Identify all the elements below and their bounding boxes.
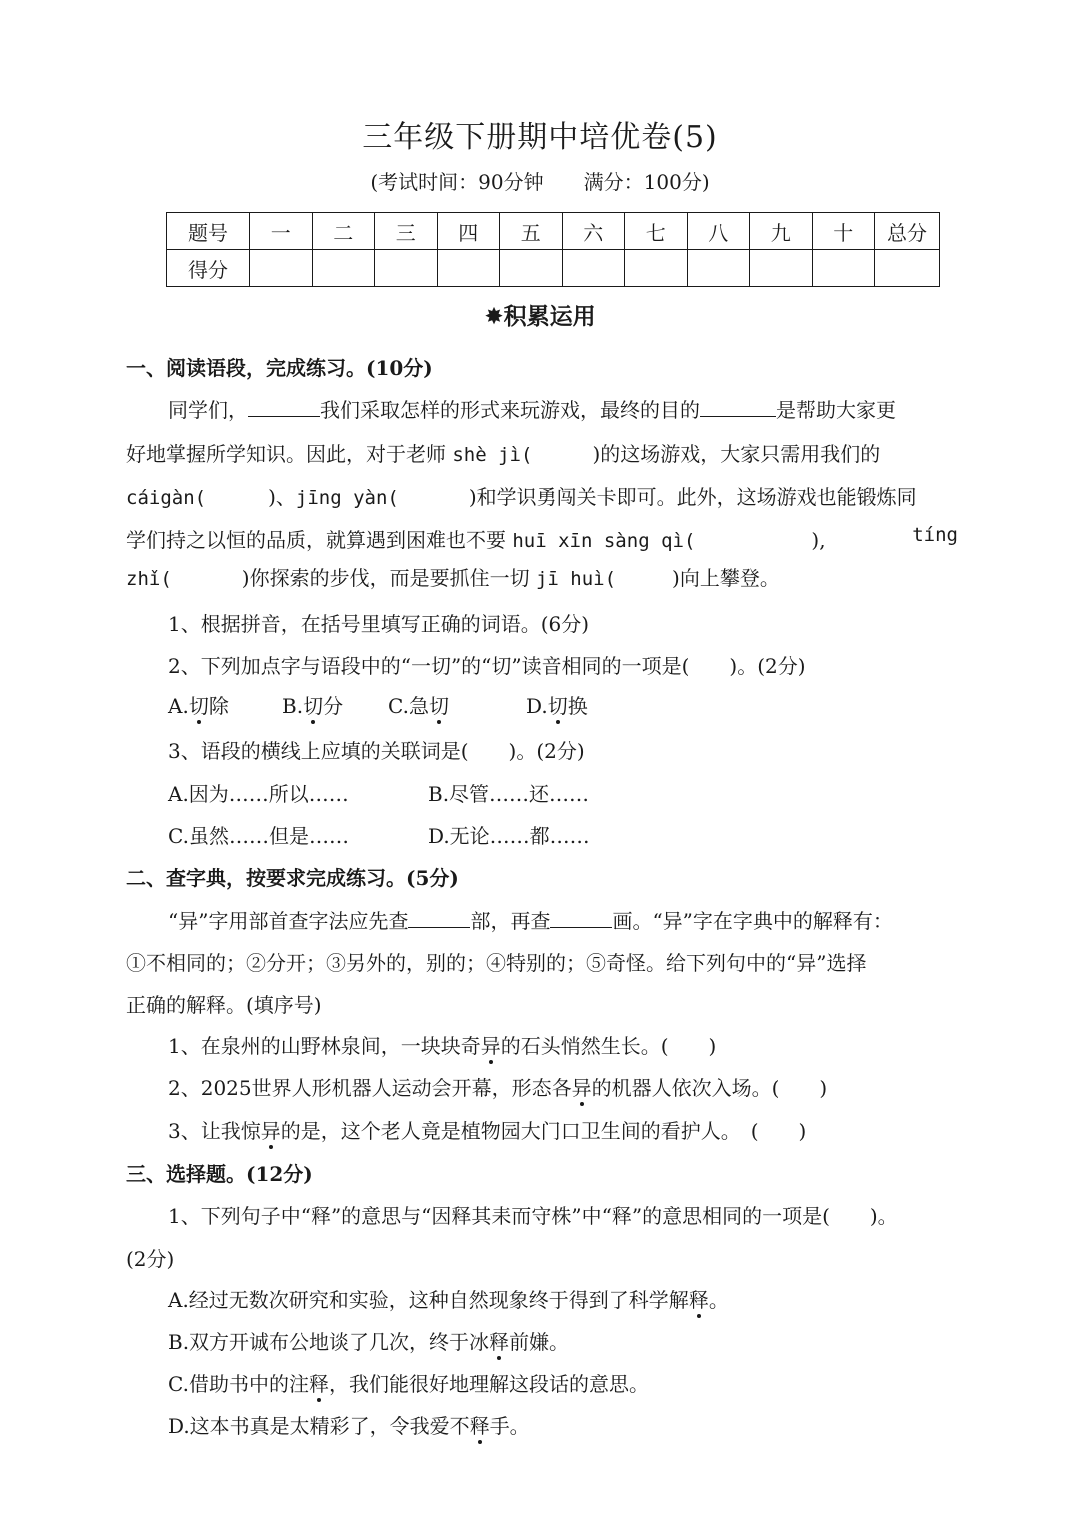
score-cell[interactable]: [250, 250, 313, 287]
q1-passage-line-4: [126, 524, 958, 553]
exam-title: 三年级下册期中培优卷(5): [362, 120, 718, 155]
q1-text: )、: [268, 485, 296, 509]
q1-sub-3-options-row-1: [168, 778, 958, 807]
q1-pinyin: huī xīn sàng qì(: [512, 530, 696, 552]
score-cell-total[interactable]: [875, 250, 940, 287]
score-cell[interactable]: [687, 250, 750, 287]
score-col: 八: [687, 213, 750, 250]
q1-text: 学们持之以恒的品质，就算遇到困难也不要: [126, 528, 506, 552]
q1-pinyin: jīng yàn(: [295, 487, 399, 509]
dotted-char: 切: [188, 694, 209, 718]
exam-subtitle: [0, 166, 1080, 195]
exam-time: (考试时间：90分钟: [370, 170, 544, 194]
q1-text: 好地掌握所学知识。因此，对于老师: [126, 442, 446, 466]
dotted-char: 异: [480, 1034, 501, 1058]
q2-text: “异”字用部首查字法应先查: [168, 909, 409, 933]
q1-passage-line-1: [168, 394, 958, 423]
q3-option-a[interactable]: A.经过无数次研究和实验，这种自然现象终于得到了科学解释。: [168, 1288, 729, 1312]
score-col-total: 总分: [875, 213, 940, 250]
q1-text: 我们采取怎样的形式来玩游戏，最终的目的: [320, 398, 700, 422]
score-cell[interactable]: [500, 250, 563, 287]
score-col: 六: [562, 213, 625, 250]
q1-text: )的这场游戏，大家只需用我们的: [592, 442, 881, 466]
score-row2-label: 得分: [167, 250, 250, 287]
score-cell[interactable]: [750, 250, 813, 287]
q1-text: )向上攀登。: [672, 566, 780, 590]
q3-heading: 三、选择题。(12分): [126, 1162, 313, 1186]
score-table: [166, 212, 940, 287]
score-table-header-row: [167, 213, 940, 250]
score-col: 三: [375, 213, 438, 250]
q1-pinyin: cáigàn(: [126, 487, 207, 509]
q1-text: )你探索的步伐，而是要抓住一切: [241, 566, 530, 590]
option-a[interactable]: A.切除: [168, 694, 229, 718]
q3-sub-1-score: (2分): [126, 1247, 175, 1271]
option-d[interactable]: D.切换: [526, 694, 588, 718]
q1-passage-line-2: [126, 438, 958, 467]
score-table-score-row: [167, 250, 940, 287]
score-cell[interactable]: [375, 250, 438, 287]
score-row1-label: 题号: [167, 213, 250, 250]
score-col: 七: [625, 213, 688, 250]
score-cell[interactable]: [562, 250, 625, 287]
q1-sub-2: 2、下列加点字与语段中的“一切”的“切”读音相同的一项是( )。(2分): [168, 654, 806, 678]
q3-option-c[interactable]: C.借助书中的注释，我们能很好地理解这段话的意思。: [168, 1372, 649, 1396]
q2-sub-1: 1、在泉州的山野林泉间，一块块奇异的石头悄然生长。( ): [168, 1034, 717, 1058]
q1-sub-2-options: [168, 690, 958, 719]
dotted-char: 释: [469, 1414, 490, 1438]
q1-text: )和学识勇闯关卡即可。此外，这场游戏也能锻炼同: [468, 485, 917, 509]
option-c[interactable]: C.急切: [388, 694, 449, 718]
dotted-char: 切: [547, 694, 568, 718]
q1-sub-3-options-row-2: [168, 820, 958, 849]
q2-passage-line-1: [168, 905, 958, 934]
q2-heading: 二、查字典，按要求完成练习。(5分): [126, 866, 459, 890]
q1-text: ),: [811, 528, 826, 552]
dotted-char: 释: [489, 1330, 510, 1354]
q1-passage-line-3: [126, 481, 958, 510]
dotted-char: 切: [428, 694, 449, 718]
q3-sub-1: 1、下列句子中“释”的意思与“因释其耒而守株”中“释”的意思相同的一项是( )。: [168, 1204, 898, 1228]
q2-sub-2: 2、2025世界人形机器人运动会开幕，形态各异的机器人依次入场。( ): [168, 1076, 828, 1100]
q1-heading: 一、阅读语段，完成练习。(10分): [126, 356, 433, 380]
option-b[interactable]: B.切分: [282, 694, 344, 718]
q2-passage-line-2: ①不相同的；②分开；③另外的，别的；④特别的；⑤奇怪。给下列句中的“异”选择: [126, 951, 867, 975]
score-cell[interactable]: [312, 250, 375, 287]
q3-option-b[interactable]: B.双方开诚布公地谈了几次，终于冰释前嫌。: [168, 1330, 570, 1354]
q2-text: 画。“异”字在字典中的解释有：: [612, 909, 893, 933]
option-b[interactable]: B.尽管……还……: [428, 782, 590, 806]
dotted-char: 切: [303, 694, 324, 718]
dotted-char: 释: [308, 1372, 329, 1396]
score-cell[interactable]: [437, 250, 500, 287]
dotted-char: 异: [571, 1076, 592, 1100]
score-col: 九: [750, 213, 813, 250]
score-col: 一: [250, 213, 313, 250]
option-a[interactable]: A.因为……所以……: [168, 782, 349, 806]
dotted-char: 释: [688, 1288, 709, 1312]
score-cell[interactable]: [625, 250, 688, 287]
q2-blank-2[interactable]: [550, 909, 612, 928]
q1-passage-line-5: [126, 562, 958, 591]
q2-sub-3: 3、让我惊异的是，这个老人竟是植物园大门口卫生间的看护人。 ( ): [168, 1119, 807, 1143]
option-d[interactable]: D.无论……都……: [428, 824, 590, 848]
q1-sub-1: 1、根据拼音，在括号里填写正确的词语。(6分): [168, 612, 590, 636]
q1-pinyin: zhǐ(: [126, 568, 172, 590]
score-cell[interactable]: [812, 250, 875, 287]
exam-full-score: 满分：100分): [583, 170, 710, 194]
score-col: 四: [437, 213, 500, 250]
q2-passage-line-3: 正确的解释。(填序号): [126, 993, 322, 1017]
q1-blank-1[interactable]: [248, 398, 320, 417]
q1-pinyin: shè jì(: [452, 444, 533, 466]
option-c[interactable]: C.虽然……但是……: [168, 824, 349, 848]
q3-option-d[interactable]: D.这本书真是太精彩了，令我爱不释手。: [168, 1414, 530, 1438]
q1-blank-2[interactable]: [700, 398, 776, 417]
section-heading: ✸积累运用: [484, 304, 596, 330]
q2-text: 部，再查: [470, 909, 551, 933]
score-col: 十: [812, 213, 875, 250]
dotted-char: 异: [260, 1119, 281, 1143]
score-col: 五: [500, 213, 563, 250]
q1-text: 同学们，: [168, 398, 248, 422]
q2-blank-1[interactable]: [408, 909, 470, 928]
score-col: 二: [312, 213, 375, 250]
q1-sub-3: 3、语段的横线上应填的关联词是( )。(2分): [168, 739, 585, 763]
q1-text: 是帮助大家更: [776, 398, 896, 422]
q1-pinyin: tíng: [912, 524, 958, 546]
q1-pinyin: jī huì(: [535, 568, 617, 590]
